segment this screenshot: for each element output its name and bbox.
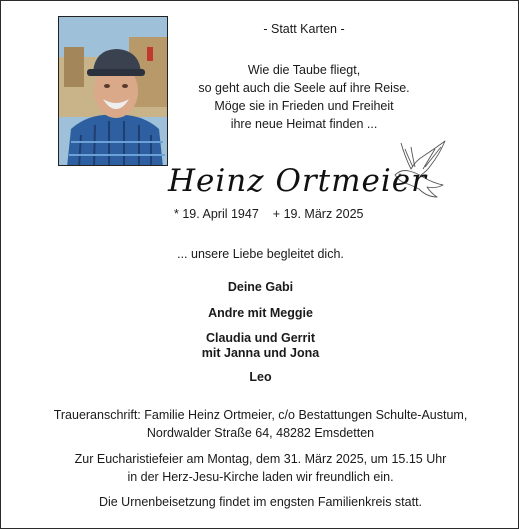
death-date: + 19. März 2025 — [272, 207, 364, 221]
mourning-address — [1, 406, 519, 442]
mass-line: Zur Eucharistiefeier am Montag, dem 31. März 2025, um 15.15 Uhr — [74, 452, 447, 466]
poem-line: Möge sie in Frieden und Freiheit — [214, 99, 394, 113]
poem-line: Wie die Taube fliegt, — [247, 63, 361, 77]
mass-invitation — [1, 450, 519, 486]
birth-date: * 19. April 1947 — [174, 207, 259, 221]
statt-karten-header: - Statt Karten - — [263, 22, 345, 36]
poem-line: ihre neue Heimat finden ... — [230, 117, 378, 131]
life-dates — [174, 207, 377, 221]
address-line: Nordwalder Straße 64, 48282 Emsdetten — [146, 426, 375, 440]
mass-line: in der Herz-Jesu-Kirche laden wir freundlich ein. — [127, 470, 394, 484]
poem — [169, 61, 439, 133]
deceased-name: Heinz Ortmeier — [168, 163, 427, 199]
poem-line: so geht auch die Seele auf ihre Reise. — [198, 81, 410, 95]
family-member: Claudia und Gerrit — [205, 331, 316, 345]
family-member: Leo — [249, 370, 272, 384]
intro-line: ... unsere Liebe begleitet dich. — [177, 247, 344, 261]
portrait-photo — [58, 16, 168, 166]
address-line: Traueranschrift: Familie Heinz Ortmeier, c/o Bestattungen Schulte-Austum, — [53, 408, 468, 422]
family-member: Andre mit Meggie — [208, 306, 313, 320]
family-member: Deine Gabi — [227, 280, 294, 294]
family-member: mit Janna und Jona — [201, 346, 320, 360]
urn-burial-note: Die Urnenbeisetzung findet im engsten Familienkreis statt. — [98, 495, 423, 509]
